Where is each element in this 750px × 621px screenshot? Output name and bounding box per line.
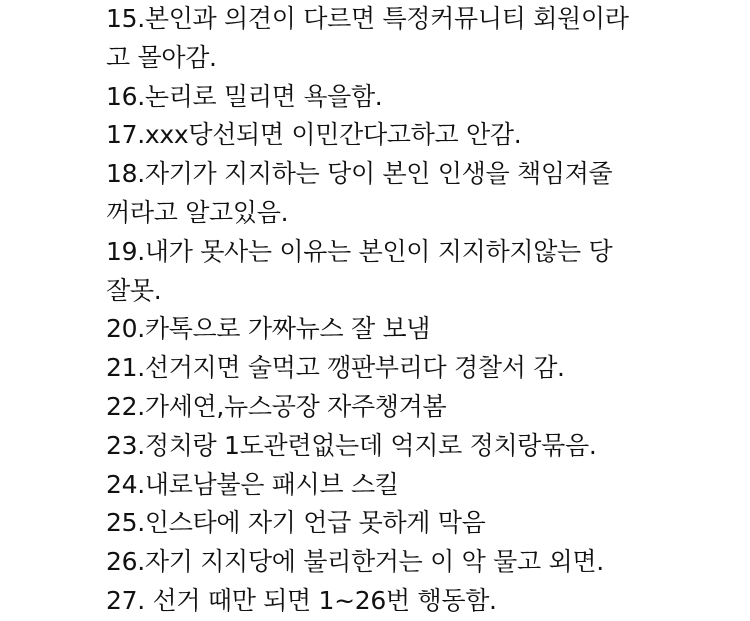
- text-line-5: 18.자기가 지지하는 당이 본인 인생을 책임져줄: [106, 159, 613, 189]
- text-line-6: 꺼라고 알고있음.: [106, 197, 289, 227]
- text-line-16: 27. 선거 때만 되면 1~26번 행동함.: [106, 585, 497, 615]
- text-line-2: 고 몰아감.: [106, 42, 217, 72]
- text-line-8: 잘못.: [106, 275, 162, 305]
- text-line-14: 25.인스타에 자기 언급 못하게 막음: [106, 508, 486, 538]
- text-line-7: 19.내가 못사는 이유는 본인이 지지하지않는 당: [106, 236, 613, 266]
- text-line-1: 15.본인과 의견이 다르면 특정커뮤니티 회원이라: [106, 4, 629, 33]
- text-line-10: 21.선거지면 술먹고 깽판부리다 경찰서 감.: [106, 353, 565, 383]
- text-line-12: 23.정치랑 1도관련없는데 억지로 정치랑묶음.: [106, 430, 597, 460]
- text-line-13: 24.내로남불은 패시브 스킬: [106, 469, 399, 499]
- text-line-15: 26.자기 지지당에 불리한거는 이 악 물고 외면.: [106, 547, 604, 577]
- text-line-11: 22.가세연,뉴스공장 자주챙겨봄: [106, 391, 447, 421]
- document-body: [106, 0, 726, 621]
- text-line-9: 20.카톡으로 가짜뉴스 잘 보냄: [106, 314, 431, 344]
- text-line-4: 17.xxx당선되면 이민간다고하고 안감.: [106, 120, 522, 150]
- text-line-3: 16.논리로 밀리면 욕을함.: [106, 81, 383, 111]
